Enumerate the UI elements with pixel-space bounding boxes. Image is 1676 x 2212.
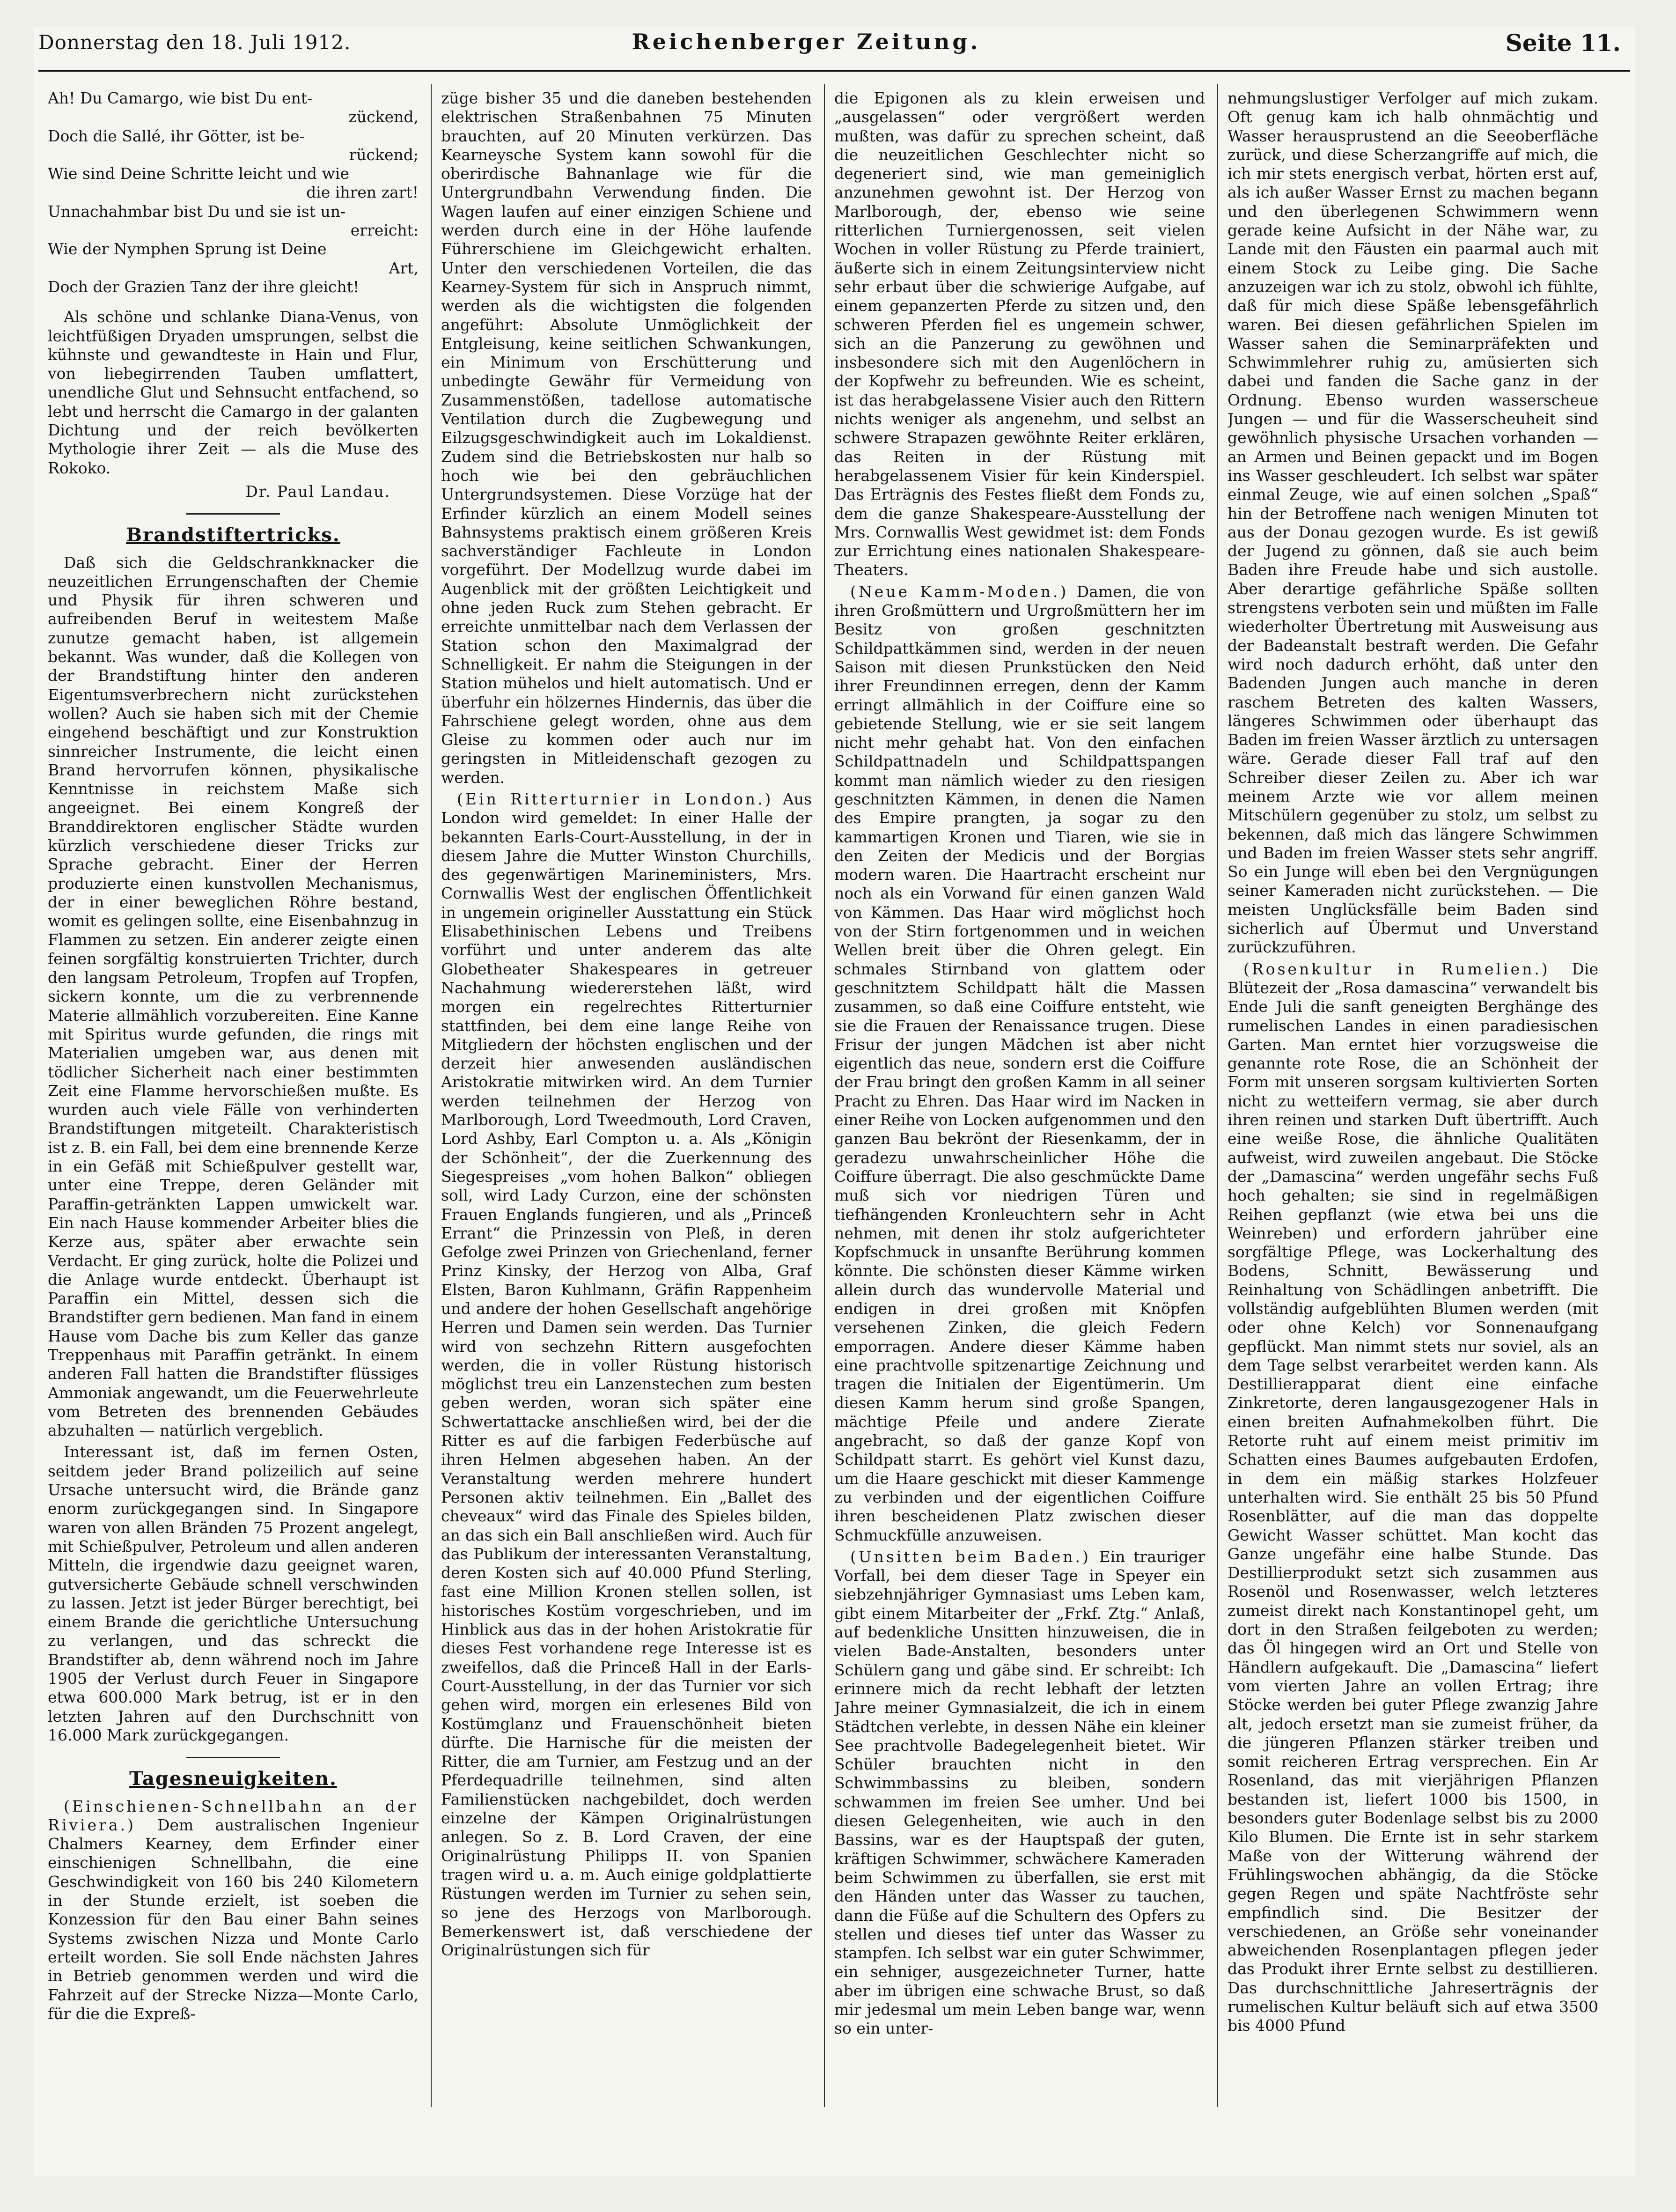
news-kicker: (Neue Kamm-Moden.)	[850, 582, 1069, 601]
masthead-rule	[38, 70, 1630, 72]
news-kicker: (Rosenkultur in Rumelien.)	[1243, 959, 1550, 978]
newspaper-title: Reichenberger Zeitung.	[632, 29, 981, 54]
verse-line: Doch der Grazien Tanz der ihre gleicht!	[48, 277, 360, 296]
article-paragraph: die Epigonen als zu klein erweisen und „ausgelassen“ oder vergrößert werden mußten, was dafür zu sprechen scheint, daß die neuzeitlichen Geschlechter nicht so degeneriert sind, wie man gemeiniglich anzunehmen gewohnt ist. Der Herzog von Marlborough, der, ebenso wie seine ritterlichen Turniergenossen, seit vielen Wochen in voller Rüstung zu Pferde trainiert, äußerte sich in einem Zeitungsinterview nicht sehr erbaut über die schwierige Aufgabe, auf einem gepanzerten Pferde zu sitzen und, den schweren Pferden fiel es ungemein schwer, sich an die Panzerung zu gewöhnen und insbesondere sich mit den Augenlöchern in der Kopfwehr zu befreunden. Wie es scheint, ist das herabgelassene Visier auch den Rittern nichts weniger als angenehm, und selbst an schwere Strapazen gewöhnte Reiter erklären, das Reiten in der Rüstung mit herabgelassenem Visier für kein Kinderspiel. Das Erträgnis des Festes fließt dem Fonds zu, dem die ganze Shakespeare-Ausstellung der Mrs. Cornwallis West gewidmet ist: dem Fonds zur Errichtung eines nationalen Shakespeare-Theaters.	[834, 89, 1205, 579]
article-paragraph: Als schöne und schlanke Diana-Venus, von leichtfüßigen Dryaden umsprungen, selbst die kühnste und gewandteste in Hain und Flur, von liebegirrenden Tauben umflattert, unendliche Glut und Sehnsucht entfachend, so lebt und herrscht die Camargo in der galanten Dichtung und der reich bevölkerten Mythologie ihrer Zeit — als die Muse des Rokoko.	[48, 308, 419, 477]
issue-date: Donnerstag den 18. Juli 1912.	[38, 31, 351, 54]
news-text: Die Blütezeit der „Rosa damascina“ verwandelt bis Ende Juli die sanft geneigten Berghänge des rumelischen Landes in einen paradiesischen Garten. Man erntet hier vorzugsweise die genannte rote Rose, die an Schönheit der Form mit unseren sorgsam kultivierten Sorten nicht zu wetteifern vermag, sie aber durch ihren reinen und starken Duft übertrifft. Auch eine weiße Rose, die ähnliche Qualitäten aufweist, wird zuweilen angebaut. Die Stöcke der „Damascina“ werden ungefähr sechs Fuß hoch gehalten; sie sind in regelmäßigen Reihen gepflanzt (wie etwa bei uns die Weinreben) und erfordern jahrüber eine sorgfältige Pflege, was Lockerhaltung des Bodens, Schnitt, Bewässerung und Reinhaltung von Schädlingen anbetrifft. Die vollständig aufgeblühten Blumen werden (mit oder ohne Kelch) vor Sonnenaufgang gepflückt. Man nimmt stets nur soviel, als an dem Tage selbst verarbeitet werden kann. Als Destillierapparat dient eine einfache Zinkretorte, deren langausgezogener Hals in einen breiten Aufnahmekolben führt. Die Retorte ruht auf einem meist primitiv im Schatten eines Baumes aufgebauten Erdofen, in dem ein mäßig starkes Holzfeuer unterhalten wird. Sie enthält 25 bis 50 Pfund Rosenblätter, auf die man das doppelte Gewicht Wasser schüttet. Man kocht das Ganze ungefähr eine halbe Stunde. Das Destillierprodukt setzt sich zusammen aus Rosenöl und Rosenwasser, welch letzteres zumeist direkt nach Konstantinopel geht, um dort in den Straßen feilgeboten zu werden; das Öl hingegen wird an Ort und Stelle von Händlern aufgekauft. Die „Damascina“ liefert vom vierten Jahre an vollen Ertrag; ihre Stöcke werden bei guter Pflege zwanzig Jahre alt, jedoch ersetzt man sie zumeist früher, da die jüngeren Pflanzen stärker treiben und somit reicheren Ertrag versprechen. Ein Ar Rosenland, das mit vierjährigen Pflanzen bestanden ist, liefert 1000 bis 1500, in besonders guter Bodenlage selbst bis zu 2000 Kilo Blumen. Die Ernte ist in sehr starkem Maße von der Witterung während der Frühlingswochen abhängig, da die Stöcke gegen Regen und späte Nachtfröste sehr empfindlich sind. Die Besitzer der verschiedenen, an Größe sehr voneinander abweichenden Rosenplantagen pflegen jeder das Produkt ihrer Ernte selbst zu destillieren. Das durchschnittliche Jahreserträgnis der rumelischen Kultur beläuft sich auf etwa 3500 bis 4000 Pfund	[1228, 959, 1598, 2035]
verse-line: Art,	[389, 258, 419, 277]
verse-line: rückend;	[349, 145, 419, 164]
column-2	[441, 89, 812, 2102]
news-item	[834, 582, 1205, 1545]
newspaper-page	[34, 27, 1635, 2176]
news-kicker: (Unsitten beim Baden.)	[850, 1547, 1091, 1566]
news-item	[48, 1797, 419, 2024]
article-paragraph: züge bisher 35 und die daneben bestehenden elektrischen Straßenbahnen 75 Minuten brauchten, auf 20 Minuten verkürzen. Das Kearneysche System kann sowohl für die oberirdische Bahnanlage wie für die Untergrundbahn Verwendung finden. Die Wagen laufen auf einer einzigen Schiene und werden durch eine in der Höhe laufende Führerschiene im Gleichgewicht erhalten. Unter den verschiedenen Vorteilen, die das Kearney-System für sich in Anspruch nimmt, werden als die wichtigsten die folgenden angeführt: Absolute Unmöglichkeit der Entgleisung, keine seitlichen Schwankungen, ein Minimum von Erschütterung und unbedingte Gewähr für Vermeidung von Zusammenstößen, tadellose automatische Ventilation durch die Zugbewegung und Eilzugsgeschwindigkeit auch im Lokaldienst. Zudem sind die Betriebskosten nur halb so hoch wie bei den gebräuchlichen Untergrundsystemen. Diese Vorzüge hat der Erfinder kürzlich an einem Modell seines Bahnsystems praktisch einem größeren Kreis sachverständiger Fachleute in London vorgeführt. Der Modellzug wurde dabei im Augenblick mit der größten Leichtigkeit und ohne jeden Ruck zum Stehen gebracht. Er erreichte unmittelbar nach dem Verlassen der Station schon den Maximalgrad der Schnelligkeit. Er nahm die Steigungen in der Station mühelos und hielt automatisch. Und er überfuhr ein hölzernes Hindernis, das über die Fahrschiene gelegt worden, ohne aus dem Gleise zu kommen oder auch nur im geringsten in Mitleidenschaft gezogen zu werden.	[441, 89, 812, 787]
column-divider	[1217, 84, 1218, 2107]
verse-line: Wie der Nymphen Sprung ist Deine	[48, 240, 327, 258]
section-rule	[186, 1757, 280, 1758]
news-kicker: (Einschienen-Schnellbahn an der Riviera.)	[48, 1797, 419, 1834]
news-text: Aus London wird gemeldet: In einer Halle der bekannten Earls-Court-Ausstellung, in der in diesem Jahre die Mutter Winston Churchills, des gegenwärtigen Marineministers, Mrs. Cornwallis West der englischen Öffentlichkeit in ungemein origineller Ausstattung ein Stück Elisabethinischen Lebens und Treibens vorführt und unter anderem das alte Globetheater Shakespeares in getreuer Nachahmung wiedererstehen läßt, wird morgen ein regelrechtes Ritterturnier stattfinden, bei dem eine lange Reihe von Mitgliedern der höchsten englischen und der derzeit hier anwesenden ausländischen Aristokratie mitwirken wird. An dem Turnier werden teilnehmen der Herzog von Marlborough, Lord Tweedmouth, Lord Craven, Lord Ashby, Earl Compton u. a. Als „Königin der Schönheit“, der die Zuerkennung des Siegespreises „vom hohen Balkon“ obliegen soll, wird Lady Curzon, eine der schönsten Frauen Englands fungieren, und als „Princeß Errant“ die Prinzessin von Pleß, in deren Gefolge zwei Prinzen von Griechenland, ferner Prinz Kinsky, der Herzog von Alba, Graf Elsten, Baron Kuhlmann, Gräfin Rappenheim und andere der hohen Gesellschaft angehörige Herren und Damen sein werden. Das Turnier wird von sechzehn Rittern ausgefochten werden, die in voller Rüstung historisch möglichst treu ein Lanzenstechen zum besten geben werden, woran sich später eine Schwertattacke anschließen wird, bei der die Ritter es auf die farbigen Federbüsche auf ihren Helmen abgesehen haben. An der Veranstaltung werden mehrere hundert Personen aktiv teilnehmen. Ein „Ballet des cheveaux“ wird das Finale des Spieles bilden, an das sich ein Ball anschließen wird. Auch für das Publikum der interessanten Veranstaltung, deren Kosten sich auf 40.000 Pfund Sterling, fast eine Million Kronen stellen sollen, ist historisches Kostüm vorgeschrieben, und im Hinblick aus das in der hohen Aristokratie für dieses Fest vorhandene rege Interesse ist es zweifellos, daß die Princeß Hall in der Earls-Court-Ausstellung, in der das Turnier vor sich gehen wird, morgen ein erlesenes Bild von Kostümglanz und Frauenschönheit bieten dürfte. Die Harnische für die meisten der Ritter, die am Turnier, am Festzug und an der Pferdequadrille teilnehmen, sind alten Familienstücken nachgebildet, doch werden einzelne der Kämpen Originalrüstungen anlegen. So z. B. Lord Craven, der eine Originalrüstung Philipps II. von Spanien tragen wird u. a. m. Auch einige goldplattierte Rüstungen werden im Turnier zu sehen sein, so jene des Herzogs von Marlborough. Bemerkenswert ist, daß verschiedene der Originalrüstungen sich für	[441, 789, 812, 1960]
article-paragraph: Daß sich die Geldschrankknacker die neuzeitlichen Errungenschaften der Chemie und Physik für ihren schweren und aufreibenden Beruf in weitestem Maße zunutze gemacht haben, ist allgemein bekannt. Was wunder, daß die Kollegen von der Brandstiftung hinter den anderen Eigentumsverbrechern nicht zurückstehen wollen? Auch sie haben sich mit der Chemie eingehend beschäftigt und zur Konstruktion sinnreicher Instrumente, die leicht einen Brand hervorrufen können, physikalische Kenntnisse in reichstem Maße sich angeeignet. Bei einem Kongreß der Branddirektoren englischer Städte wurden kürzlich verschiedene dieser Tricks zur Sprache gebracht. Einer der Herren produzierte einen kunstvollen Mechanismus, der in einer beweglichen Röhre bestand, womit es gelingen sollte, eine Eisenbahnzug in Flammen zu setzen. Ein anderer zeigte einen feinen sorgfältig konstruierten Trichter, durch den langsam Petroleum, Tropfen auf Tropfen, sickern konnte, um die zu verbrennende Materie allmählich vorzubereiten. Eine Kanne mit Spiritus wurde gefunden, die rings mit Materialien umgeben war, aus denen mit tödlicher Sicherheit nach einer bestimmten Zeit eine Flamme hervorschießen mußte. Es wurden auch viele Fälle von verhinderten Brandstiftungen mitgeteilt. Charakteristisch ist z. B. ein Fall, bei dem eine brennende Kerze in ein Gefäß mit Schießpulver gestellt war, unter eine Treppe, deren Geländer mit Paraffin-getränkten Lappen umwickelt war. Ein nach Hause kommender Arbeiter blies die Kerze aus, später aber erwachte sein Verdacht. Er ging zurück, holte die Polizei und die Anlage wurde entdeckt. Überhaupt ist Paraffin ein Mittel, dessen sich die Brandstifter gern bedienen. Man fand in einem Hause vom Dache bis zum Keller das ganze Treppenhaus mit Paraffin getränkt. In einem anderen Fall hatten die Brandstifter flüssiges Ammoniak angewandt, um die Feuerwehrleute vom Betreten des brennenden Gebäudes abzuhalten — natürlich vergeblich.	[48, 553, 419, 1440]
article-paragraph: nehmungslustiger Verfolger auf mich zukam. Oft genug kam ich halb ohnmächtig und Wasser herausprustend an die Seeoberfläche zurück, und diese Scherzangriffe auf mich, die ich mir stets energisch verbat, hörten erst auf, als ich außer Wasser Ernst zu machen begann und den überlegenen Schwimmern wenn gerade keine Aufsicht in der Nähe war, zu Lande mit den Fäusten ein paarmal auch mit einem Stock zu Leibe ging. Die Sache anzuzeigen war ich zu stolz, obwohl ich fühlte, daß für mich diese Späße lebensgefährlich waren. Bei diesen gefährlichen Spielen im Wasser sahen die Seminarpräfekten und Schwimmlehrer ruhig zu, amüsierten sich dabei und fanden die Sache ganz in der Ordnung. Ebenso wurden wasserscheue Jungen — und für die Wasserscheuheit sind gewöhnlich physische Ursachen vorhanden — an Armen und Beinen gepackt und im Bogen ins Wasser geschleudert. Ich selbst war später einmal Zeuge, wie auf einen solchen „Spaß“ hin der Betroffene nach wenigen Minuten tot aus der Donau gezogen wurde. Es ist gewiß der Jugend zu gönnen, daß sie auch beim Baden ihre Freude habe und sich austolle. Aber derartige gefährliche Späße sollten strengstens verboten sein und müßten im Falle wiederholter Übertretung mit Ausweisung aus der Badeanstalt bestraft werden. Die Gefahr wird noch dadurch erhöht, daß unter den Badenden Jungen auch manche in deren raschem Betreten des kalten Wassers, längeres Schwimmen oder überhaupt das Baden im freien Wasser ärztlich zu untersagen wäre. Gerade dieser Fall traf auf den Schreiber dieser Zeilen zu. Aber ich war meinem Arzte wie vor allem meinen Mitschülern gegenüber zu stolz, um selbst zu bekennen, daß mich das längere Schwimmen und Baden im freien Wasser stets sehr angriff. So ein Junge will eben bei den Vergnügungen seiner Kameraden nicht zurückstehen. — Die meisten Unglücksfälle beim Baden sind sicherlich auf Übermut und Unverstand zurückzuführen.	[1228, 89, 1598, 957]
masthead	[38, 27, 1630, 79]
verse-line: Doch die Sallé, ihr Götter, ist be-	[48, 126, 305, 145]
news-item	[834, 1548, 1205, 2038]
page-number: Seite 11.	[1505, 29, 1621, 57]
column-4	[1228, 89, 1598, 2102]
column-3	[834, 89, 1205, 2102]
poem-verse	[48, 89, 419, 296]
column-divider	[431, 84, 432, 2107]
news-text: Dem australischen Ingenieur Chalmers Kearney, dem Erfinder einer einschienigen Schnellbahn, die eine Geschwindigkeit von 160 bis 240 Kilometern in der Stunde erzielt, ist soeben die Konzession für den Bau einer Bahn seines Systems zwischen Nizza und Monte Carlo erteilt worden. Sie soll Ende nächsten Jahres in Betrieb genommen werden und wird die Fahrzeit auf der Strecke Nizza—Monte Carlo, für die die Expreß-	[48, 1815, 419, 2023]
column-divider	[824, 84, 825, 2107]
section-headline: Tagesneuigkeiten.	[129, 1768, 337, 1790]
section-rule	[186, 513, 280, 515]
news-text: Damen, die von ihren Großmüttern und Urgroßmüttern her im Besitz von großen geschnitzten Schildpattkämmen sind, werden in der neuen Saison mit diesen Prunkstücken den Neid ihrer Freundinnen erregen, denn der Kamm erringt allmählich in der Coiffure eine so gebietende Stellung, wie er sie seit langem nicht mehr gehabt hat. Von den einfachen Schildpattnadeln und Schildpattspangen kommt man nämlich wieder zu den riesigen geschnitzten Kämmen, in denen die Namen des Empire prangten, ja sogar zu den kammartigen Kronen und Tiaren, wie sie in den Zeiten der Medicis und der Borgias modern waren. Die Haartracht erscheint nur noch als ein Vorwand für einen ganzen Wald von Kämmen. Das Haar wird möglichst hoch von der Stirn fortgenommen und in weichen Wellen breit über die Ohren gelegt. Ein schmales Stirnband von glattem oder geschnitztem Schildpatt hält die Massen zusammen, so daß eine Coiffure entsteht, wie sie die Frauen der Renaissance trugen. Diese Frisur der jungen Mädchen ist aber nicht eigentlich das neue, sondern erst die Coiffure der Frau bringt den großen Kamm in all seiner Pracht zu Ehren. Das Haar wird im Nacken in einer Reihe von Locken aufgenommen und den ganzen Bau bekrönt der Riesenkamm, der in geradezu unwahrscheinlicher Höhe die Coiffure überragt. Die also geschmückte Dame muß sich vor niedrigen Türen und tiefhängenden Kronleuchtern sehr in Acht nehmen, mit denen ihr stolz aufgerichteter Kopfschmuck in unsanfte Berührung kommen könnte. Die schönsten dieser Kämme wirken allein durch das wundervolle Material und endigen in drei großen mit Knöpfen versehenen Zinken, die gleich Federn emporragen. Andere dieser Kämme haben eine prachtvolle spitzenartige Zeichnung und tragen die Initialen der Eigentümerin. Um diesen Kamm herum sind große Spangen, mächtige Pfeile und andere Zierate angebracht, so daß der ganze Kopf von Schildpatt starrt. Es gehört viel Kunst dazu, um die Haare geschickt mit dieser Kammenge zu verbinden und der eigentlichen Coiffure ihren bescheidenen Platz zwischen dieser Schmuckfülle anzuweisen.	[834, 582, 1205, 1544]
verse-line: die ihren zart!	[306, 183, 419, 202]
verse-line: Ah! Du Camargo, wie bist Du ent-	[48, 89, 313, 107]
verse-line: Wie sind Deine Schritte leicht und wie	[48, 164, 349, 183]
article-headline: Brandstiftertricks.	[126, 524, 340, 546]
article-paragraph: Interessant ist, daß im fernen Osten, seitdem jeder Brand polizeilich auf seine Ursache untersucht wird, die Brände ganz enorm zurückgegangen sind. In Singapore waren von allen Bränden 75 Prozent angelegt, mit Schießpulver, Petroleum und allen anderen Mitteln, die irgendwie dazu geeignet waren, gutversicherte Gebäude schnell verschwinden zu lassen. Jetzt ist jeder Bürger berechtigt, bei einem Brande die gerichtliche Untersuchung zu verlangen, und das schreckt die Brandstifter ab, denn während noch im Jahre 1905 der Verlust durch Feuer in Singapore etwa 600.000 Mark betrug, ist er in den letzten Jahren auf den Durchschnitt von 16.000 Mark zurückgegangen.	[48, 1443, 419, 1744]
news-kicker: (Ein Ritterturnier in London.)	[457, 789, 773, 808]
author-signature: Dr. Paul Landau.	[245, 482, 390, 501]
news-item	[1228, 960, 1598, 2035]
verse-line: Unnachahmbar bist Du und sie ist un-	[48, 202, 346, 221]
verse-line: erreicht:	[350, 221, 419, 240]
verse-line: zückend,	[348, 108, 419, 126]
column-1	[48, 89, 419, 2102]
news-item	[441, 790, 812, 1960]
news-text: Ein trauriger Vorfall, bei dem dieser Tage in Speyer ein siebzehnjähriger Gymnasiast ums Leben kam, gibt einem Mitarbeiter der „Frkf. Ztg.“ Anlaß, auf bedenkliche Unsitten hinzuweisen, die in vielen Bade-Anstalten, besonders unter Schülern gang und gäbe sind. Er schreibt: Ich erinnere mich da recht lebhaft der letzten Jahre meiner Gymnasialzeit, die ich in einem Städtchen verlebte, in dessen Nähe ein kleiner See prachtvolle Badegelegenheit bietet. Wir Schüler brauchten nicht in den Schwimmbassins zu bleiben, sondern schwammen im freien See umher. Und bei diesen Gelegenheiten, wie auch in den Bassins, war es der Hauptspaß der guten, kräftigen Schwimmer, schwächere Kameraden beim Schwimmen zu überfallen, sie erst mit den Händen unter das Wasser zu tauchen, dann die Füße auf die Schultern des Opfers zu stellen und dieses tief unter das Wasser zu stampfen. Ich selbst war ein guter Schwimmer, ein sehniger, ausgezeichneter Turner, hatte aber im übrigen eine schwache Brust, so daß mir jedesmal um mein Leben bange war, wenn so ein unter-	[834, 1547, 1205, 2038]
